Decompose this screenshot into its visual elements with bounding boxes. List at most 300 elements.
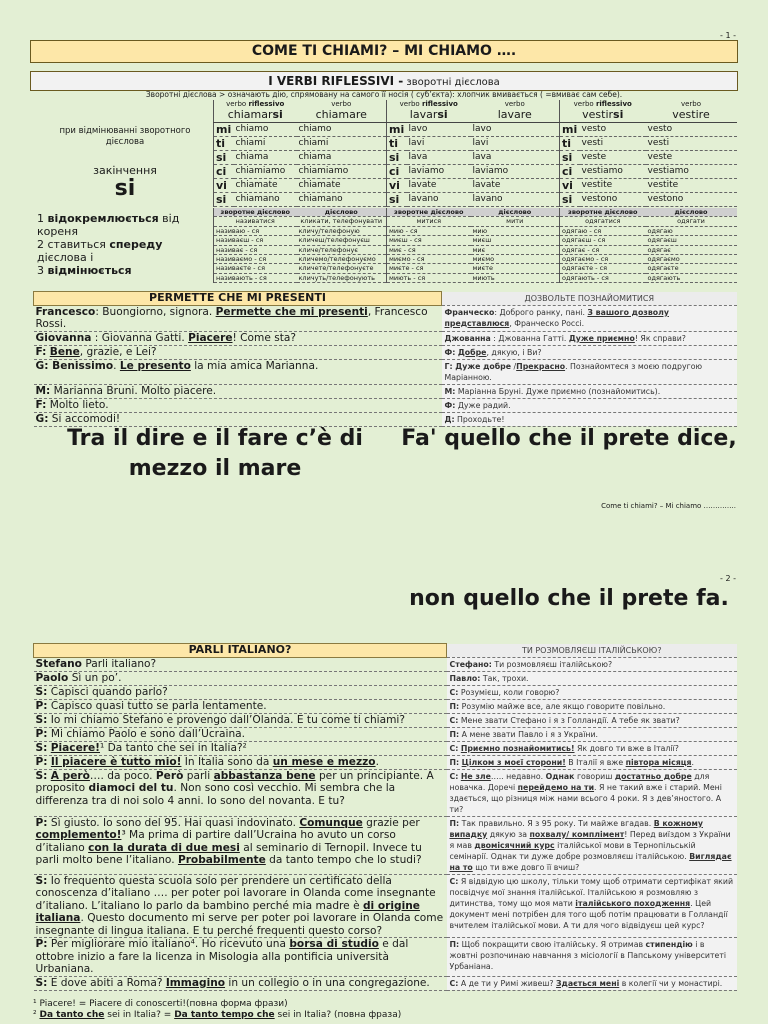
infinitive-root: chiamar bbox=[227, 108, 273, 121]
plain-form: vesto bbox=[646, 123, 737, 137]
bold-text: П: bbox=[449, 701, 460, 711]
bold-text: P: bbox=[35, 727, 48, 740]
bold-underlined-text: Probabilmente bbox=[177, 854, 266, 866]
reflexive-form: lava bbox=[407, 151, 471, 165]
reflexive-form: laviamo bbox=[407, 165, 471, 179]
speaker: Francesco bbox=[35, 305, 96, 318]
ua-plain-form: одягаю bbox=[646, 226, 737, 235]
bold-text: P: bbox=[35, 699, 48, 712]
reflexive-form: lavano bbox=[407, 193, 471, 207]
bold-text: Stefano bbox=[35, 657, 82, 670]
bold-text: С: bbox=[449, 687, 459, 697]
ua-plain-form: кличеш/телефонуєш bbox=[297, 236, 387, 245]
speaker: Giovanna bbox=[35, 331, 92, 344]
speaker: G: Benissimo bbox=[35, 359, 114, 372]
plain-form: lavi bbox=[471, 137, 560, 151]
bold-underlined-text: Comunque bbox=[299, 816, 363, 829]
ua-infinitive-plain: кликати, телефонувати bbox=[297, 217, 387, 226]
bold-text: Стефано: bbox=[449, 659, 492, 669]
line-text: Marianna Bruni. Molto piacere. bbox=[50, 384, 217, 397]
ukrainian-line bbox=[442, 331, 737, 345]
text-run: В Італії я вже bbox=[565, 757, 626, 767]
italian-line bbox=[34, 331, 442, 345]
parli-italiano-dialogue bbox=[33, 643, 737, 991]
bold-text: П: bbox=[449, 940, 460, 949]
ua-reflexive-form: одягаю - ся bbox=[560, 226, 646, 235]
bold-underlined-text: Цілком з моєї сторони! bbox=[461, 757, 566, 767]
reflexive-title-bold: I VERBI RIFLESSIVI - bbox=[268, 74, 404, 88]
ukrainian-line bbox=[442, 345, 737, 359]
italian-line bbox=[34, 976, 447, 990]
bold-text: С: bbox=[449, 715, 459, 725]
reflexive-pronoun: ti bbox=[560, 137, 580, 151]
reflexive-form: veste bbox=[580, 151, 646, 165]
header-riflessivo: riflessivo bbox=[595, 100, 632, 108]
line-text: , Francesco Rossi. bbox=[35, 305, 428, 330]
parli-heading: PARLI ITALIANO? bbox=[34, 644, 447, 658]
text-run: Parli italiano? bbox=[81, 657, 157, 670]
ua-plain-form: кличу/телефоную bbox=[297, 226, 387, 235]
line-text: Si accomodi! bbox=[48, 412, 121, 425]
text-run: що ти вже довго її вчиш? bbox=[472, 862, 580, 872]
ua-reflexive-form: називає - ся bbox=[214, 245, 297, 254]
text-run: Так, трохи. bbox=[480, 673, 529, 683]
speaker: G: bbox=[35, 412, 49, 425]
reflexive-pronoun: si bbox=[560, 193, 580, 207]
ua-header-verb: дієслово bbox=[646, 208, 737, 217]
plain-form: chiamano bbox=[297, 193, 387, 207]
text-run: grazie per bbox=[362, 816, 420, 829]
text-run: Мене звати Стефано і я з Голландії. А тебе як звати? bbox=[458, 715, 680, 725]
plain-form: chiamiamo bbox=[297, 165, 387, 179]
bold-underlined-text: італійського походження bbox=[575, 898, 691, 908]
plain-form: chiamo bbox=[297, 123, 387, 137]
speaker: Франческо bbox=[444, 307, 495, 317]
ua-infinitive-reflexive: одягатися bbox=[560, 217, 646, 226]
bold-underlined-text: complemento! bbox=[35, 829, 122, 841]
dialogue-row bbox=[34, 345, 737, 359]
line-text: . Познайомтеся з моєю подругою Маріанною. bbox=[444, 361, 703, 382]
reflexive-pronoun: mi bbox=[214, 123, 234, 137]
line-text: , Франческо Россі. bbox=[509, 318, 585, 328]
page-title: COME TI CHIAMI? – MI CHIAMO …. bbox=[30, 40, 738, 63]
infinitive-root: vestir bbox=[582, 108, 614, 121]
key-phrase: Piacere bbox=[188, 331, 233, 344]
bold-text: П: bbox=[449, 757, 460, 767]
text-run: Так правильно. Я з 95 року. Ти майже вгадав. bbox=[459, 818, 654, 828]
line-text: , дякую, і Ви? bbox=[486, 347, 542, 357]
bold-text: С: bbox=[449, 876, 459, 886]
header-riflessivo: riflessivo bbox=[421, 100, 458, 108]
italian-line bbox=[34, 874, 447, 938]
plain-form: vestiamo bbox=[646, 165, 737, 179]
reflexive-pronoun: mi bbox=[560, 123, 580, 137]
infinitive-reflexive bbox=[214, 108, 297, 123]
ua-reflexive-form: мию - ся bbox=[387, 226, 471, 235]
ua-reflexive-form: одягаємо - ся bbox=[560, 255, 646, 264]
bold-underlined-text: похвалу/ комплімент bbox=[529, 829, 625, 839]
ua-plain-form: кличемо/телефонуємо bbox=[297, 255, 387, 264]
ua-header-verb: дієслово bbox=[471, 208, 560, 217]
ua-plain-form: миєш bbox=[471, 236, 560, 245]
ua-plain-form: кличете/телефонуєте bbox=[297, 264, 387, 273]
col-header-verb: verbo bbox=[331, 100, 352, 108]
dialogue-row bbox=[34, 699, 737, 713]
italian-line bbox=[34, 699, 447, 713]
dialogue-row bbox=[34, 685, 737, 699]
reflexive-form: chiama bbox=[234, 151, 297, 165]
key-phrase: Прекрасно bbox=[516, 361, 566, 371]
text-run: …. da poco. bbox=[89, 769, 156, 782]
key-phrase: Bene bbox=[49, 345, 80, 358]
reflexive-pronoun: ci bbox=[214, 165, 234, 179]
dialogue-row bbox=[34, 938, 737, 977]
text-run: Ти розмовляєш італійською? bbox=[491, 659, 613, 669]
infinitive-si: si bbox=[613, 108, 624, 121]
reflexive-pronoun: si bbox=[387, 151, 407, 165]
footnotes bbox=[33, 998, 736, 1021]
text-run: Я відвідую цю школу, тільки тому щоб отримати сертифікат який посвідчує мої знання італійської. Італійською я розмовляю з дитинства, тому що моя мати bbox=[449, 876, 734, 908]
ua-plain-form: одягаєте bbox=[646, 264, 737, 273]
reflexive-form: vestite bbox=[580, 179, 646, 193]
page-number-2: - 2 - bbox=[720, 574, 736, 583]
ua-reflexive-form: миють - ся bbox=[387, 273, 471, 282]
italian-line bbox=[34, 741, 447, 755]
ua-header-verb: дієслово bbox=[297, 208, 387, 217]
ua-reflexive-form: одягає - ся bbox=[560, 245, 646, 254]
italian-line bbox=[34, 713, 447, 727]
reflexive-form: chiamiamo bbox=[234, 165, 297, 179]
italian-line bbox=[34, 359, 442, 384]
text-run: . bbox=[375, 755, 379, 768]
ua-infinitive-reflexive: митися bbox=[387, 217, 471, 226]
text-run: parli bbox=[183, 769, 214, 782]
text-run: ! Перед виїздом з України я мав bbox=[449, 829, 731, 850]
line-text: : Buongiorno, signora. bbox=[95, 305, 216, 318]
speaker: F: bbox=[35, 345, 47, 358]
reflexive-form: vestiamo bbox=[580, 165, 646, 179]
reflexive-form: chiami bbox=[234, 137, 297, 151]
reflexive-pronoun: si bbox=[214, 151, 234, 165]
text-run: ¹ Da tanto che sei in Italia?² bbox=[100, 741, 247, 754]
italian-line bbox=[34, 671, 447, 685]
bold-underlined-text: A però bbox=[50, 769, 90, 782]
ua-plain-form: одягають bbox=[646, 273, 737, 282]
ua-reflexive-form: називаєш - ся bbox=[214, 236, 297, 245]
bold-text: P: bbox=[35, 816, 48, 829]
bold-underlined-text: двомісячний курс bbox=[474, 840, 555, 850]
proverb-right: Fa' quello che il prete dice, bbox=[401, 426, 737, 451]
speaker: M: bbox=[35, 384, 51, 397]
rule-2: 2 ставиться спереду дієслова і bbox=[37, 238, 163, 264]
infinitive-plain: chiamare bbox=[297, 108, 387, 123]
speaker: Ф: bbox=[444, 400, 456, 410]
dialogue-row bbox=[34, 398, 737, 412]
key-phrase: Le presento bbox=[119, 359, 191, 372]
ua-plain-form: кличуть/телефонують bbox=[297, 273, 387, 282]
proverb-continuation: non quello che il prete fa. bbox=[409, 586, 729, 611]
italian-line bbox=[34, 685, 447, 699]
plain-form: lava bbox=[471, 151, 560, 165]
reflexive-pronoun: ti bbox=[214, 137, 234, 151]
ua-plain-form: миють bbox=[471, 273, 560, 282]
italian-line bbox=[34, 938, 447, 977]
bold-underlined-text: borsa di studio bbox=[289, 938, 379, 950]
bold-text: С: bbox=[449, 771, 459, 781]
ua-plain-form: одягаєш bbox=[646, 236, 737, 245]
reflexive-form: chiamate bbox=[234, 179, 297, 193]
dialogue-row bbox=[34, 384, 737, 398]
rule-1: 1 відокремлюється від кореня bbox=[37, 212, 180, 238]
bold-underlined-text: di origine italiana bbox=[35, 899, 420, 924]
reflexive-pronoun: ti bbox=[387, 137, 407, 151]
line-text: Маріанна Бруні. Дуже приємно (познайомитись). bbox=[455, 386, 661, 396]
ukrainian-line bbox=[442, 359, 737, 384]
speaker: F: bbox=[35, 398, 47, 411]
text-run: sei in Italia? (повна фраза) bbox=[274, 1010, 402, 1020]
dialogue-row bbox=[34, 874, 737, 938]
text-run: Io mi chiamo Stefano e provengo dall’Olanda. E tu come ti chiami? bbox=[47, 713, 405, 726]
reflexive-pronoun: si bbox=[214, 193, 234, 207]
dialogue-row bbox=[34, 671, 737, 685]
reflexive-definition: Зворотні дієслова > означають дію, спрямовану на самого її носія ( суб’єкта): хлопчик вмивається ( =вмиває сам себе). bbox=[145, 90, 623, 99]
bold-underlined-text: В кожному випадку bbox=[449, 818, 703, 839]
dialogue-row bbox=[34, 976, 737, 990]
ua-plain-form: одягаємо bbox=[646, 255, 737, 264]
ua-header-reflexive: зворотне дієслово bbox=[387, 208, 471, 217]
ukrainian-line bbox=[447, 671, 737, 685]
bold-underlined-text: достатньо добре bbox=[614, 771, 692, 781]
bold-text: S: bbox=[35, 874, 48, 887]
ukrainian-conjugation-table bbox=[213, 208, 737, 283]
line-text: la mia amica Marianna. bbox=[190, 359, 319, 372]
text-run: . bbox=[691, 757, 694, 767]
bold-underlined-text: Da tanto che bbox=[39, 1010, 105, 1020]
col-header-verb: verbo bbox=[680, 100, 702, 108]
bold-text: Però bbox=[155, 769, 184, 782]
line-text: : Доброго ранку, пані. bbox=[494, 307, 588, 317]
ua-reflexive-form: миємо - ся bbox=[387, 255, 471, 264]
ua-reflexive-form: миє - ся bbox=[387, 245, 471, 254]
plain-form: lavano bbox=[471, 193, 560, 207]
bold-text: Paolo bbox=[35, 671, 69, 684]
infinitive-reflexive bbox=[387, 108, 471, 123]
dialogue-row bbox=[34, 755, 737, 769]
text-run: Розумієш, коли говорю? bbox=[458, 687, 560, 697]
plain-form: vestite bbox=[646, 179, 737, 193]
ua-header-reflexive: зворотне дієслово bbox=[560, 208, 646, 217]
infinitive-si: si bbox=[437, 108, 448, 121]
key-phrase: Дуже приємно bbox=[568, 333, 635, 343]
header-riflessivo: riflessivo bbox=[248, 100, 285, 108]
bold-text: Павло: bbox=[449, 673, 481, 683]
parli-heading-translation: ТИ РОЗМОВЛЯЄШ ІТАЛІЙСЬКОЮ? bbox=[447, 644, 737, 658]
text-run: E dove abiti a Roma? bbox=[47, 976, 166, 989]
plain-form: vesti bbox=[646, 137, 737, 151]
text-run: in un collegio o in una congregazione. bbox=[225, 976, 430, 989]
text-run: . Non sono così vecchio. Mi sembra che la differenza tra di noi solo 4 anni. Io sono del novanta. E tu? bbox=[35, 782, 396, 807]
ukrainian-line bbox=[442, 305, 737, 331]
text-run: In Italia sono da bbox=[181, 755, 273, 768]
header-verbo: verbo bbox=[226, 100, 249, 108]
text-run: говориш bbox=[574, 771, 615, 781]
reflexive-pronoun: vi bbox=[214, 179, 234, 193]
bold-text: С: bbox=[449, 978, 459, 988]
ua-plain-form: миєте bbox=[471, 264, 560, 273]
text-run: Щоб покращити свою італійську. Я отримав bbox=[459, 940, 646, 949]
reflexive-form: vestono bbox=[580, 193, 646, 207]
plain-form: chiami bbox=[297, 137, 387, 151]
reflexive-rule-note: при відмінюванні зворотного дієслова bbox=[59, 126, 191, 147]
bold-underlined-text: abbastanza bene bbox=[213, 769, 316, 782]
italian-line bbox=[34, 398, 442, 412]
rule-3: 3 відмінюється bbox=[37, 264, 132, 277]
ua-header-reflexive: зворотне дієслово bbox=[214, 208, 297, 217]
ua-plain-form: миємо bbox=[471, 255, 560, 264]
ukrainian-line bbox=[442, 398, 737, 412]
ua-plain-form: мию bbox=[471, 226, 560, 235]
col-header-reflexive bbox=[387, 100, 471, 108]
ukrainian-line bbox=[442, 384, 737, 398]
proverb-left: Tra il dire e il fare c’è di mezzo il mare bbox=[67, 426, 363, 481]
reflexive-form: lavate bbox=[407, 179, 471, 193]
ukrainian-line bbox=[447, 769, 737, 816]
line-text: Проходьте! bbox=[454, 414, 505, 424]
text-run: Як довго ти вже в Італії? bbox=[574, 743, 679, 753]
dialogue-row bbox=[34, 741, 737, 755]
bold-underlined-text: Da tanto tempo che bbox=[174, 1010, 275, 1020]
bold-text: P: bbox=[35, 938, 48, 950]
line-text: ! Come sta? bbox=[232, 331, 297, 344]
plain-form: chiama bbox=[297, 151, 387, 165]
ukrainian-line bbox=[447, 874, 737, 938]
line-text: , grazie, e Lei? bbox=[79, 345, 157, 358]
bold-text: С: bbox=[449, 743, 459, 753]
reflexive-title-rest: зворотні дієслова bbox=[403, 77, 500, 88]
header-verbo: verbo bbox=[399, 100, 422, 108]
key-phrase: Добре bbox=[457, 347, 487, 357]
reflexive-pronoun: ci bbox=[560, 165, 580, 179]
italian-conjugation-table bbox=[213, 100, 737, 207]
bold-text: П: bbox=[449, 729, 460, 739]
line-text: ! Як справи? bbox=[634, 333, 686, 343]
bold-underlined-text: Piacere! bbox=[50, 741, 100, 754]
bold-text: S: bbox=[35, 769, 48, 782]
speaker: Д: bbox=[444, 414, 455, 424]
reflexive-pronoun: si bbox=[387, 193, 407, 207]
ukrainian-line bbox=[447, 727, 737, 741]
bold-underlined-text: півтора місяця bbox=[625, 757, 692, 767]
bold-underlined-text: Immagino bbox=[165, 976, 226, 989]
plain-form: veste bbox=[646, 151, 737, 165]
reflexive-form: lavi bbox=[407, 137, 471, 151]
bold-underlined-text: con la durata di due mesi bbox=[88, 841, 240, 854]
bold-underlined-text: перейдемо на ти bbox=[517, 782, 595, 792]
text-run: sei in Italia? = bbox=[104, 1010, 175, 1020]
plain-form: vestono bbox=[646, 193, 737, 207]
ua-plain-form: миє bbox=[471, 245, 560, 254]
text-run: ² bbox=[33, 1010, 40, 1020]
text-run: Sì un po’. bbox=[68, 671, 122, 684]
reflexive-verbs-title bbox=[30, 71, 738, 91]
text-run: Розумію майже все, але якщо говорите повільно. bbox=[459, 701, 666, 711]
text-run: Capisci quando parlo? bbox=[47, 685, 168, 698]
presenti-dialogue bbox=[33, 291, 737, 427]
infinitive-reflexive bbox=[560, 108, 646, 123]
bold-text: П: bbox=[449, 818, 460, 828]
bold-text: стипендію bbox=[645, 940, 693, 949]
ukrainian-line bbox=[447, 741, 737, 755]
bold-underlined-text: Виглядає на то bbox=[449, 851, 732, 872]
infinitive-si: si bbox=[272, 108, 283, 121]
bold-underlined-text: Здається мені bbox=[556, 978, 620, 988]
infinitive-root: lavar bbox=[409, 108, 438, 121]
text-run: Capisco quasi tutto se parla lentamente. bbox=[47, 699, 267, 712]
line-text: : Джованна Гатті. bbox=[490, 333, 569, 343]
text-run: в колегії чи у монастирі. bbox=[619, 978, 723, 988]
text-run: дякую за bbox=[487, 829, 530, 839]
dialogue-row bbox=[34, 769, 737, 816]
dialogue-row bbox=[34, 816, 737, 874]
reflexive-rules bbox=[37, 212, 209, 277]
text-run: al seminario di Ternopil. Invece tu parli molto bene l’italiano. bbox=[35, 841, 422, 866]
footnote bbox=[33, 1010, 736, 1021]
text-run: per un principiante. A proposito bbox=[35, 769, 434, 794]
text-run: Mi chiamo Paolo e sono dall’Ucraina. bbox=[47, 727, 246, 740]
reflexive-pronoun: vi bbox=[560, 179, 580, 193]
speaker: М: bbox=[444, 386, 456, 396]
col-header-reflexive bbox=[214, 100, 297, 108]
dialogue-row bbox=[34, 359, 737, 384]
reflexive-form: chiamo bbox=[234, 123, 297, 137]
bold-text: S: bbox=[35, 713, 48, 726]
italian-line bbox=[34, 755, 447, 769]
infinitive-plain: lavare bbox=[471, 108, 560, 123]
ukrainian-line bbox=[447, 657, 737, 671]
ua-reflexive-form: миєш - ся bbox=[387, 236, 471, 245]
reflexive-form: vesto bbox=[580, 123, 646, 137]
reflexive-pronoun: ci bbox=[387, 165, 407, 179]
infinitive-plain: vestire bbox=[646, 108, 737, 123]
ua-reflexive-form: одягаєш - ся bbox=[560, 236, 646, 245]
text-run: Io frequento questa scuola solo per prendere un certificato della conoscenza d’italiano …. per poter poi lavorare in Olanda come insegnante d’italiano. L’italiano lo parlo da bambino perché mia madre è bbox=[35, 874, 436, 912]
line-text: Дуже радий. bbox=[455, 400, 511, 410]
reflexive-pronoun: vi bbox=[387, 179, 407, 193]
key-phrase: З вашого дозволу представлюся bbox=[444, 307, 669, 328]
ua-plain-form: одягає bbox=[646, 245, 737, 254]
italian-line bbox=[34, 816, 447, 874]
reflexive-form: chiamano bbox=[234, 193, 297, 207]
dialogue-row bbox=[34, 305, 737, 331]
text-run: . Цей документ мені потрібен для того щоб потім працювати в Голландії вчителем італійської мови. А ти для чого відвідуєш цей курс? bbox=[449, 898, 728, 930]
ending-label: закінчення bbox=[93, 164, 157, 177]
header-verbo: verbo bbox=[573, 100, 596, 108]
italian-line bbox=[34, 727, 447, 741]
ua-plain-form: кличе/телефонує bbox=[297, 245, 387, 254]
italian-line bbox=[34, 384, 442, 398]
text-run: ….. недавно. bbox=[490, 771, 546, 781]
ua-reflexive-form: називаю - ся bbox=[214, 226, 297, 235]
text-run: і в жовтні розпочинаю навчання з місіології в Папському університеті Урбаніана. bbox=[449, 940, 727, 971]
text-run: da tanto tempo che lo studi? bbox=[265, 854, 422, 866]
italian-line bbox=[34, 305, 442, 331]
ukrainian-line bbox=[447, 976, 737, 990]
ua-reflexive-form: одягають - ся bbox=[560, 273, 646, 282]
speaker: Г: Дуже добре bbox=[444, 361, 512, 371]
speaker: Джованна bbox=[444, 333, 491, 343]
dialogue-row bbox=[34, 713, 737, 727]
ending-si: si bbox=[114, 176, 136, 201]
